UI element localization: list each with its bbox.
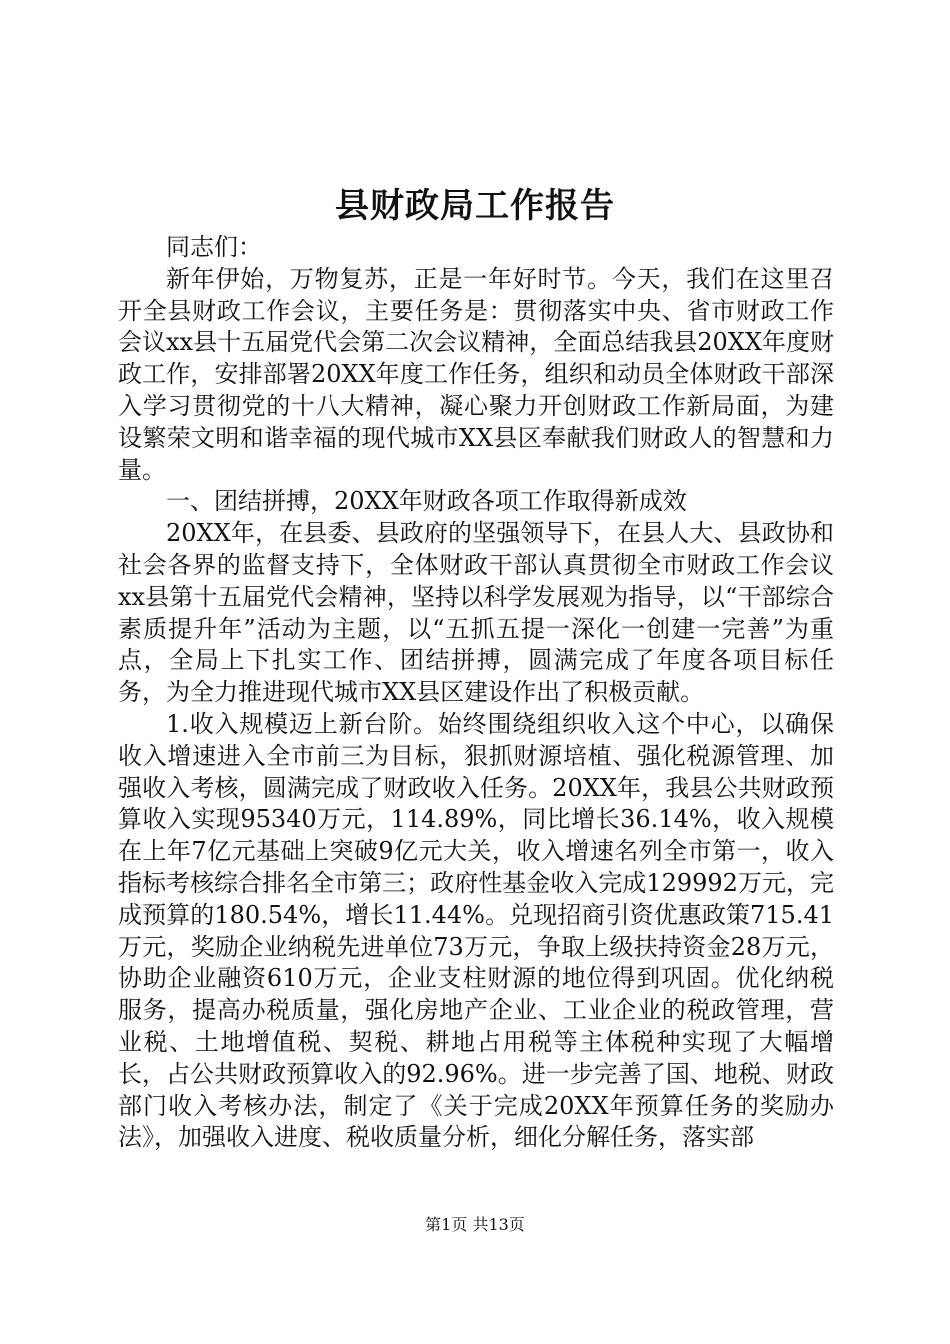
document-title: 县财政局工作报告 xyxy=(335,186,615,226)
page-number-footer: 第1页 共13页 xyxy=(425,1215,525,1234)
revenue-paragraph: 1.收入规模迈上新台阶。始终围绕组织收入这个中心，以确保收入增速进入全市前三为目标，狠抓财源培植、强化税源管理、加强收入考核，圆满完成了财政收入任务。20XX年，我县公共财政预算收入实现95340万元，114.89%，同比增长36.14%，收入规模在上年7亿元基础上突破9亿元大关，收入增速名列全市第一，收入指标考核综合排名全市第三；政府性基金收入完成129992万元，完成预算的180.54%，增长11.44%。兑现招商引资优惠政策715.41万元，奖励企业纳税先进单位73万元，争取上级扶持资金28万元，协助企业融资610万元，企业支柱财源的地位得到巩固。优化纳税服务，提高办税质量，强化房地产企业、工业企业的税政管理，营业税、土地增值税、契税、耕地占用税等主体税种实现了大幅增长，占公共财政预算收入的92.96%。进一步完善了国、地税、财政部门收入考核办法，制定了《关于完成20XX年预算任务的奖励办法》，加强收入进度、税收质量分析，细化分解任务，落实部 xyxy=(118,709,834,1152)
salutation-paragraph: 同志们： xyxy=(166,233,262,261)
section-heading: 一、团结拼搏，20XX年财政各项工作取得新成效 xyxy=(166,487,687,516)
summary-paragraph: 20XX年，在县委、县政府的坚强领导下，在县人大、县政协和社会各界的监督支持下，全体财政干部认真贯彻全市财政工作会议xx县第十五届党代会精神，坚持以科学发展观为指导，以“干部综合素质提升年”活动为主题，以“五抓五提一深化一创建一完善”为重点，全局上下扎实工作、团结拼搏，圆满完成了年度各项目标任务，为全力推进现代城市XX县区建设作出了积极贡献。 xyxy=(118,519,834,707)
intro-paragraph: 新年伊始，万物复苏，正是一年好时节。今天，我们在这里召开全县财政工作会议，主要任务是：贯彻落实中央、省市财政工作会议xx县十五届党代会第二次会议精神，全面总结我县20XX年度财政工作，安排部署20XX年度工作任务，组织和动员全体财政干部深入学习贯彻党的十八大精神，凝心聚力开创财政工作新局面，为建设繁荣文明和谐幸福的现代城市XX县区奉献我们财政人的智慧和力量。 xyxy=(118,264,834,484)
document-body xyxy=(118,232,834,1154)
